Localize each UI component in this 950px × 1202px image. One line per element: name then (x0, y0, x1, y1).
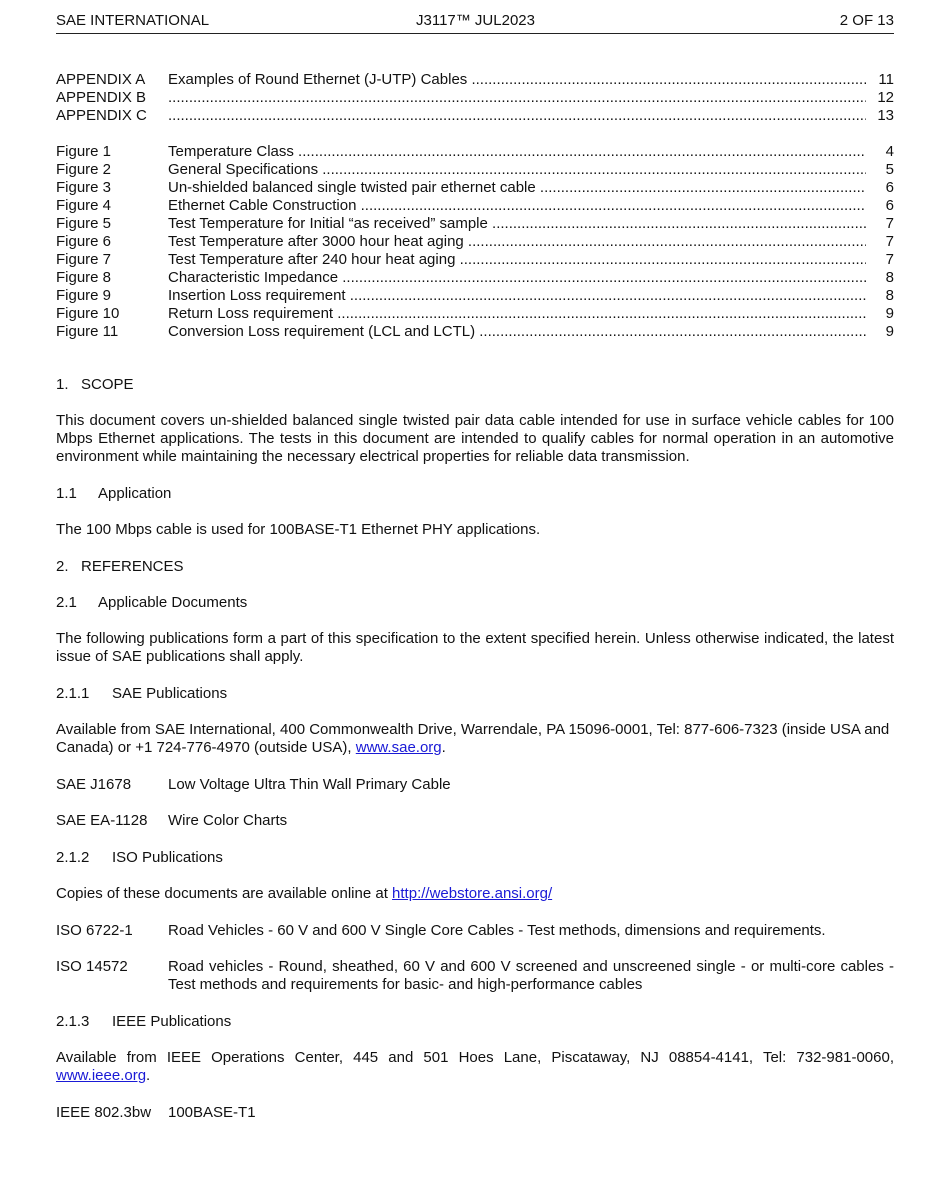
toc-row-appendix-b[interactable] (56, 89, 894, 107)
subsection-heading-sae-publications (56, 685, 894, 703)
reference-title: Road Vehicles - 60 V and 600 V Single Core Cables - Test methods, dimensions and requirements. (168, 922, 826, 939)
ieee-availability-text: Available from IEEE Operations Center, 445 and 501 Hoes Lane, Piscataway, NJ 08854-4141, Tel: 732-981-0060, (56, 1049, 894, 1066)
toc-row-figure-3[interactable] (56, 179, 894, 197)
header-page-number: 2 OF 13 (839, 12, 894, 29)
toc-row-figure-9[interactable] (56, 287, 894, 305)
toc-row-figure-4[interactable] (56, 197, 894, 215)
toc-page: 11 (866, 71, 894, 89)
subsection-heading-applicable-documents (56, 594, 894, 612)
ieee-publications-paragraph: Available from IEEE Operations Center, 445 and 501 Hoes Lane, Piscataway, NJ 08854-4141, Tel: 732-981-0060, www.ieee.org. (56, 1049, 894, 1084)
toc-label: Figure 6 (56, 233, 112, 250)
scope-paragraph: This document covers un-shielded balanced single twisted pair data cable intended for use in surface vehicle cables for 100 Mbps Ethernet applications. The tests in this document are intended to qualify cables for normal operation in an automotive environment while maintaining the necessary electrical properties for reliable data transmission. (56, 412, 894, 465)
section-number: 2.1 (56, 594, 77, 611)
toc-row-figure-10[interactable] (56, 305, 894, 323)
toc-title: Conversion Loss requirement (LCL and LCTL) ..... (168, 323, 868, 341)
toc-label: Figure 10 (56, 305, 120, 322)
toc-title: Test Temperature for Initial “as received” sample ..... (168, 215, 868, 233)
toc-row-figure-7[interactable] (56, 251, 894, 269)
section-heading-references: 2. REFERENCES (56, 558, 184, 575)
toc-title: Examples of Round Ethernet (J-UTP) Cables ..... (168, 71, 868, 89)
toc-page: 5 (866, 161, 894, 179)
ansi-webstore-link[interactable]: http://webstore.ansi.org/ (392, 885, 553, 902)
toc-page: 9 (866, 305, 894, 323)
toc-row-figure-8[interactable] (56, 269, 894, 287)
toc-title: Test Temperature after 240 hour heat aging ..... (168, 251, 868, 269)
reference-id: ISO 14572 (56, 958, 128, 975)
section-title: ISO Publications (112, 849, 223, 866)
section-title: SAE Publications (112, 685, 228, 702)
toc-row-figure-11[interactable] (56, 323, 894, 341)
subsection-heading-ieee-publications (56, 1013, 894, 1031)
toc-page: 13 (866, 107, 894, 125)
reference-id: IEEE 802.3bw (56, 1104, 152, 1121)
section-title: Applicable Documents (98, 594, 248, 611)
reference-id: SAE J1678 (56, 776, 132, 793)
toc-title: Ethernet Cable Construction ..... (168, 197, 868, 215)
toc-label: APPENDIX C (56, 107, 147, 124)
reference-iso-14572 (56, 958, 894, 994)
header-organization: SAE INTERNATIONAL (56, 12, 210, 29)
toc-page: 8 (866, 269, 894, 287)
reference-title: Low Voltage Ultra Thin Wall Primary Cable (168, 776, 451, 793)
subsection-heading-application (56, 485, 894, 503)
toc-label: Figure 2 (56, 161, 112, 178)
section-title: IEEE Publications (112, 1013, 232, 1030)
toc-page: 7 (866, 215, 894, 233)
applicable-documents-paragraph: The following publications form a part of this specification to the extent specified herein. Unless otherwise indicated, the latest issue of SAE publications shall apply. (56, 630, 894, 665)
toc-title: Temperature Class ..... (168, 143, 868, 161)
sae-publications-paragraph: Available from SAE International, 400 Commonwealth Drive, Warrendale, PA 15096-0001, Tel: 877-606-7323 (inside USA and Canada) or +1 724-776-4970 (outside USA), www.sae.org. (56, 721, 890, 756)
toc-label: Figure 11 (56, 323, 119, 340)
toc-title (168, 107, 868, 125)
toc-label: Figure 8 (56, 269, 112, 286)
toc-title (168, 89, 868, 107)
section-number: 2.1.3 (56, 1013, 90, 1030)
reference-title: Road vehicles - Round, sheathed, 60 V and 600 V screened and unscreened single - or multi-core cables - Test methods and requirements for basic- and high-performance cables (168, 958, 894, 993)
toc-page: 8 (866, 287, 894, 305)
toc-label: Figure 3 (56, 179, 112, 196)
toc-row-figure-2[interactable] (56, 161, 894, 179)
header-document-id: J3117™ JUL2023 (416, 12, 535, 29)
toc-title: Un-shielded balanced single twisted pair ethernet cable ..... (168, 179, 868, 197)
toc-row-appendix-a[interactable] (56, 71, 894, 89)
page-header (56, 11, 894, 34)
section-heading-scope: 1. SCOPE (56, 376, 134, 393)
toc-page: 6 (866, 179, 894, 197)
sae-availability-text: Available from SAE International, 400 Commonwealth Drive, Warrendale, PA 15096-0001, Tel: 877-606-7323 (inside USA and Canada) or +1 724-776-4970 (outside USA), (56, 721, 890, 756)
toc-label: Figure 5 (56, 215, 112, 232)
subsection-heading-iso-publications (56, 849, 894, 867)
toc-title: General Specifications ..... (168, 161, 868, 179)
reference-title: 100BASE-T1 (168, 1104, 256, 1121)
toc-page: 12 (866, 89, 894, 107)
toc-row-appendix-c[interactable] (56, 107, 894, 125)
toc-title: Characteristic Impedance ..... (168, 269, 868, 287)
reference-id: SAE EA-1128 (56, 812, 148, 829)
ieee-website-link[interactable]: www.ieee.org (56, 1067, 147, 1084)
reference-id: ISO 6722-1 (56, 922, 133, 939)
section-title: Application (98, 485, 172, 502)
toc-label: APPENDIX A (56, 71, 146, 88)
toc-title: Return Loss requirement ..... (168, 305, 868, 323)
sae-website-link[interactable]: www.sae.org (355, 739, 442, 756)
section-number: 2.1.1 (56, 685, 90, 702)
toc-label: Figure 7 (56, 251, 112, 268)
toc-title: Test Temperature after 3000 hour heat aging ..... (168, 233, 868, 251)
toc-title: Insertion Loss requirement ..... (168, 287, 868, 305)
section-number: 2.1.2 (56, 849, 90, 866)
application-paragraph: The 100 Mbps cable is used for 100BASE-T1 Ethernet PHY applications. (56, 521, 541, 538)
toc-row-figure-1[interactable] (56, 143, 894, 161)
toc-page: 7 (866, 251, 894, 269)
section-number: 1.1 (56, 485, 77, 502)
iso-publications-paragraph (56, 885, 894, 903)
toc-label: Figure 1 (56, 143, 112, 160)
toc-label: Figure 9 (56, 287, 112, 304)
toc-page: 4 (866, 143, 894, 161)
toc-row-figure-5[interactable] (56, 215, 894, 233)
toc-page: 7 (866, 233, 894, 251)
toc-page: 6 (866, 197, 894, 215)
toc-label: Figure 4 (56, 197, 112, 214)
toc-page: 9 (866, 323, 894, 341)
reference-title: Wire Color Charts (168, 812, 288, 829)
toc-label: APPENDIX B (56, 89, 147, 106)
toc-row-figure-6[interactable] (56, 233, 894, 251)
iso-availability-text: Copies of these documents are available online at (56, 885, 393, 902)
